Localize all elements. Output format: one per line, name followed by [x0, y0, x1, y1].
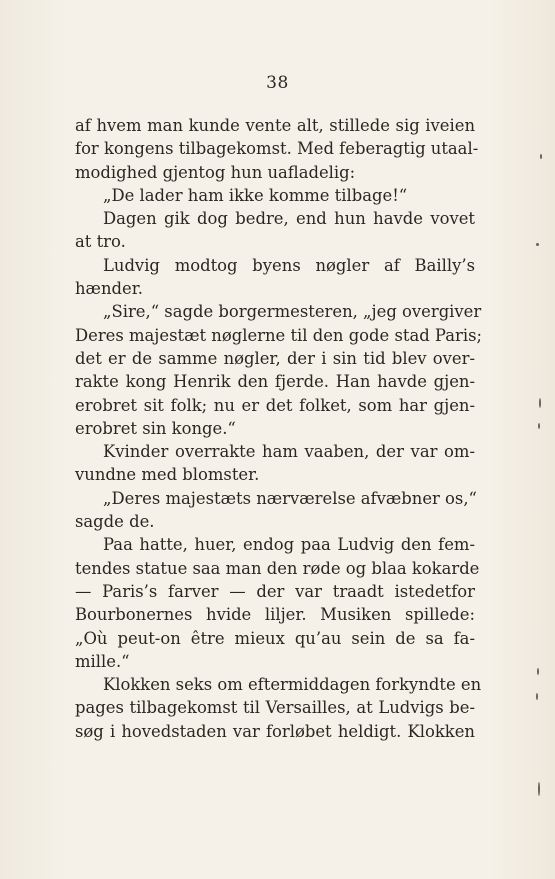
text-line: pages tilbagekomst til Versailles, at Ludvigs be- — [75, 698, 475, 718]
text-line: Kvinder overrakte ham vaaben, der var om- — [103, 442, 475, 462]
text-line: „Sire,“ sagde borgermesteren, „jeg overgiver — [103, 302, 482, 322]
print-speck — [537, 668, 539, 675]
text-line: vundne med blomster. — [75, 465, 260, 485]
body-text — [75, 114, 483, 743]
text-line: Klokken seks om eftermiddagen forkyndte en — [103, 675, 482, 695]
print-speck — [536, 243, 539, 246]
text-line: søg i hovedstaden var forløbet heldigt. Klokken — [75, 721, 475, 741]
text-line: erobret sit folk; nu er det folket, som har gjen- — [75, 395, 475, 415]
text-line: modighed gjentog hun uafladelig: — [75, 162, 356, 182]
page-number: 38 — [266, 73, 289, 93]
text-line: „De lader ham ikke komme tilbage!“ — [103, 185, 408, 205]
text-line: „Deres majestæts nærværelse afvæbner os,“ — [103, 488, 477, 508]
text-line: hænder. — [75, 279, 143, 299]
print-speck — [538, 423, 540, 429]
text-line: — Paris’s farver — der var traadt istedetfor — [75, 581, 475, 601]
text-line: Dagen gik dog bedre, end hun havde vovet — [103, 209, 475, 229]
print-speck — [540, 154, 542, 159]
text-line: Paa hatte, huer, endog paa Ludvig den fem- — [103, 535, 475, 555]
text-line: det er de samme nøgler, der i sin tid blev over- — [75, 348, 475, 368]
text-line: Ludvig modtog byens nøgler af Bailly’s — [103, 255, 475, 275]
text-line: „Où peut-on être mieux qu’au sein de sa fa- — [75, 628, 475, 648]
text-line: af hvem man kunde vente alt, stillede sig iveien — [75, 116, 475, 135]
text-line: erobret sin konge.“ — [75, 418, 236, 438]
text-line: for kongens tilbagekomst. Med feberagtig utaal- — [75, 139, 479, 159]
print-speck — [539, 398, 541, 408]
print-speck — [536, 693, 538, 700]
print-speck — [538, 782, 540, 796]
text-line: rakte kong Henrik den fjerde. Han havde gjen- — [75, 372, 475, 392]
text-line: tendes statue saa man den røde og blaa kokarde — [75, 558, 480, 578]
text-line: mille.“ — [75, 651, 130, 671]
text-line: sagde de. — [75, 512, 155, 532]
text-line: Bourbonernes hvide liljer. Musiken spillede: — [75, 605, 475, 625]
text-line: Deres majestæt nøglerne til den gode stad Paris; — [75, 325, 483, 345]
text-line: at tro. — [75, 232, 126, 252]
